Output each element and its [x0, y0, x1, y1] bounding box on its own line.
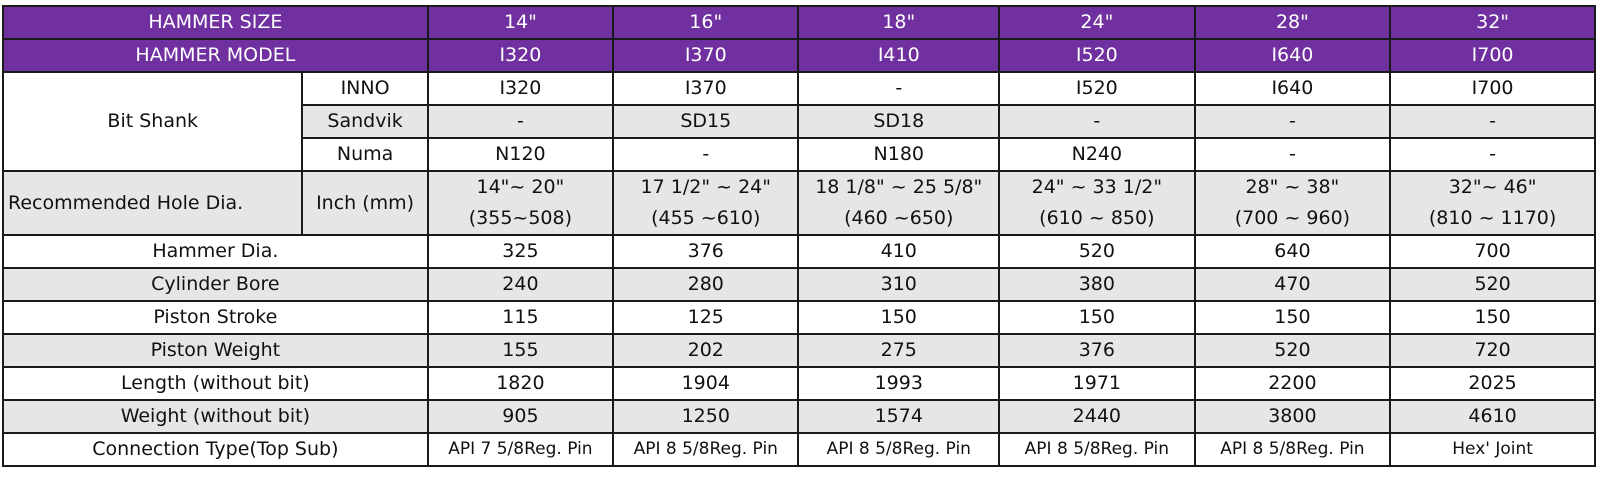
- bit-shank-cell: N180: [798, 138, 999, 171]
- bit-shank-cell: -: [1390, 105, 1595, 138]
- piston-weight-cell: 520: [1195, 334, 1391, 367]
- bit-shank-sublabel: Sandvik: [302, 105, 427, 138]
- piston-stroke-row: [3, 301, 1595, 334]
- piston-stroke-cell: 115: [428, 301, 613, 334]
- bit-shank-cell: N240: [999, 138, 1195, 171]
- hammer-model-cell: I700: [1390, 39, 1595, 72]
- hole-mm: (460 ~650): [844, 207, 954, 229]
- hammer-model-cell: I320: [428, 39, 613, 72]
- bit-shank-sublabel: INNO: [302, 72, 427, 105]
- weight-row: [3, 400, 1595, 433]
- hammer-size-label: HAMMER SIZE: [3, 6, 428, 39]
- hammer-dia-cell: 700: [1390, 235, 1595, 268]
- recommended-hole-cell: [1390, 171, 1595, 235]
- length-row: [3, 367, 1595, 400]
- bit-shank-sublabel: Numa: [302, 138, 427, 171]
- bit-shank-cell: -: [1195, 105, 1391, 138]
- weight-cell: 2440: [999, 400, 1195, 433]
- hammer-dia-label: Hammer Dia.: [3, 235, 428, 268]
- cylinder-bore-cell: 520: [1390, 268, 1595, 301]
- hammer-dia-row: [3, 235, 1595, 268]
- hole-mm: (700 ~ 960): [1234, 207, 1351, 229]
- length-cell: 1820: [428, 367, 613, 400]
- recommended-hole-cell: [428, 171, 613, 235]
- hole-mm: (355~508): [468, 207, 573, 229]
- recommended-hole-label: Recommended Hole Dia.: [3, 171, 302, 235]
- recommended-hole-cell: [613, 171, 798, 235]
- recommended-hole-cell: [999, 171, 1195, 235]
- hammer-model-cell: I640: [1195, 39, 1391, 72]
- hole-mm: (610 ~ 850): [1039, 207, 1155, 229]
- hammer-dia-cell: 410: [798, 235, 999, 268]
- hammer-dia-cell: 520: [999, 235, 1195, 268]
- hole-inch: 17 1/2" ~ 24": [640, 176, 771, 198]
- piston-stroke-cell: 125: [613, 301, 798, 334]
- weight-label: Weight (without bit): [3, 400, 428, 433]
- hammer-model-label: HAMMER MODEL: [3, 39, 428, 72]
- bit-shank-cell: I640: [1195, 72, 1391, 105]
- bit-shank-cell: I320: [428, 72, 613, 105]
- cylinder-bore-cell: 310: [798, 268, 999, 301]
- hammer-dia-cell: 325: [428, 235, 613, 268]
- hammer-model-cell: I520: [999, 39, 1195, 72]
- spec-table-container: [2, 5, 1596, 467]
- piston-stroke-cell: 150: [999, 301, 1195, 334]
- connection-cell: API 7 5/8Reg. Pin: [428, 433, 613, 466]
- length-label: Length (without bit): [3, 367, 428, 400]
- hammer-dia-cell: 376: [613, 235, 798, 268]
- hammer-dia-cell: 640: [1195, 235, 1391, 268]
- cylinder-bore-row: [3, 268, 1595, 301]
- weight-cell: 1250: [613, 400, 798, 433]
- hole-inch: 24" ~ 33 1/2": [1031, 176, 1163, 198]
- bit-shank-cell: -: [798, 72, 999, 105]
- length-cell: 1904: [613, 367, 798, 400]
- hammer-model-cell: I370: [613, 39, 798, 72]
- piston-stroke-label: Piston Stroke: [3, 301, 428, 334]
- hammer-size-cell: 18": [798, 6, 999, 39]
- bit-shank-cell: I700: [1390, 72, 1595, 105]
- connection-label: Connection Type(Top Sub): [3, 433, 428, 466]
- length-cell: 2200: [1195, 367, 1391, 400]
- length-cell: 2025: [1390, 367, 1595, 400]
- piston-weight-cell: 155: [428, 334, 613, 367]
- weight-cell: 3800: [1195, 400, 1391, 433]
- weight-cell: 1574: [798, 400, 999, 433]
- cylinder-bore-cell: 240: [428, 268, 613, 301]
- hammer-size-cell: 24": [999, 6, 1195, 39]
- connection-cell: API 8 5/8Reg. Pin: [999, 433, 1195, 466]
- piston-stroke-cell: 150: [798, 301, 999, 334]
- connection-cell: API 8 5/8Reg. Pin: [613, 433, 798, 466]
- hole-inch: 32"~ 46": [1448, 176, 1537, 198]
- bit-shank-cell: I520: [999, 72, 1195, 105]
- hammer-spec-table: [2, 5, 1596, 467]
- hammer-size-row: [3, 6, 1595, 39]
- bit-shank-cell: -: [999, 105, 1195, 138]
- bit-shank-cell: -: [1195, 138, 1391, 171]
- hole-inch: 28" ~ 38": [1245, 176, 1340, 198]
- hole-inch: 14"~ 20": [476, 176, 565, 198]
- weight-cell: 4610: [1390, 400, 1595, 433]
- piston-stroke-cell: 150: [1195, 301, 1391, 334]
- connection-cell: API 8 5/8Reg. Pin: [798, 433, 999, 466]
- recommended-hole-unit: Inch (mm): [302, 171, 427, 235]
- bit-shank-cell: N120: [428, 138, 613, 171]
- hole-inch: 18 1/8" ~ 25 5/8": [815, 176, 983, 198]
- bit-shank-label: Bit Shank: [3, 72, 302, 171]
- length-cell: 1993: [798, 367, 999, 400]
- bit-shank-cell: I370: [613, 72, 798, 105]
- recommended-hole-cell: [1195, 171, 1391, 235]
- cylinder-bore-cell: 380: [999, 268, 1195, 301]
- piston-weight-cell: 275: [798, 334, 999, 367]
- bit-shank-cell: SD18: [798, 105, 999, 138]
- hole-mm: (810 ~ 1170): [1428, 207, 1557, 229]
- piston-weight-label: Piston Weight: [3, 334, 428, 367]
- piston-weight-cell: 720: [1390, 334, 1595, 367]
- recommended-hole-cell: [798, 171, 999, 235]
- hammer-model-row: [3, 39, 1595, 72]
- hammer-model-cell: I410: [798, 39, 999, 72]
- hammer-size-cell: 14": [428, 6, 613, 39]
- connection-cell: API 8 5/8Reg. Pin: [1195, 433, 1391, 466]
- recommended-hole-row: [3, 171, 1595, 235]
- piston-stroke-cell: 150: [1390, 301, 1595, 334]
- piston-weight-row: [3, 334, 1595, 367]
- hole-mm: (455 ~610): [651, 207, 761, 229]
- hammer-size-cell: 28": [1195, 6, 1391, 39]
- bit-shank-cell: -: [613, 138, 798, 171]
- cylinder-bore-cell: 280: [613, 268, 798, 301]
- piston-weight-cell: 202: [613, 334, 798, 367]
- cylinder-bore-label: Cylinder Bore: [3, 268, 428, 301]
- connection-row: [3, 433, 1595, 466]
- bit-shank-cell: -: [428, 105, 613, 138]
- connection-cell: Hex' Joint: [1390, 433, 1595, 466]
- length-cell: 1971: [999, 367, 1195, 400]
- piston-weight-cell: 376: [999, 334, 1195, 367]
- bit-shank-cell: SD15: [613, 105, 798, 138]
- hammer-size-cell: 32": [1390, 6, 1595, 39]
- cylinder-bore-cell: 470: [1195, 268, 1391, 301]
- hammer-size-cell: 16": [613, 6, 798, 39]
- bit-shank-inno-row: [3, 72, 1595, 105]
- bit-shank-cell: -: [1390, 138, 1595, 171]
- weight-cell: 905: [428, 400, 613, 433]
